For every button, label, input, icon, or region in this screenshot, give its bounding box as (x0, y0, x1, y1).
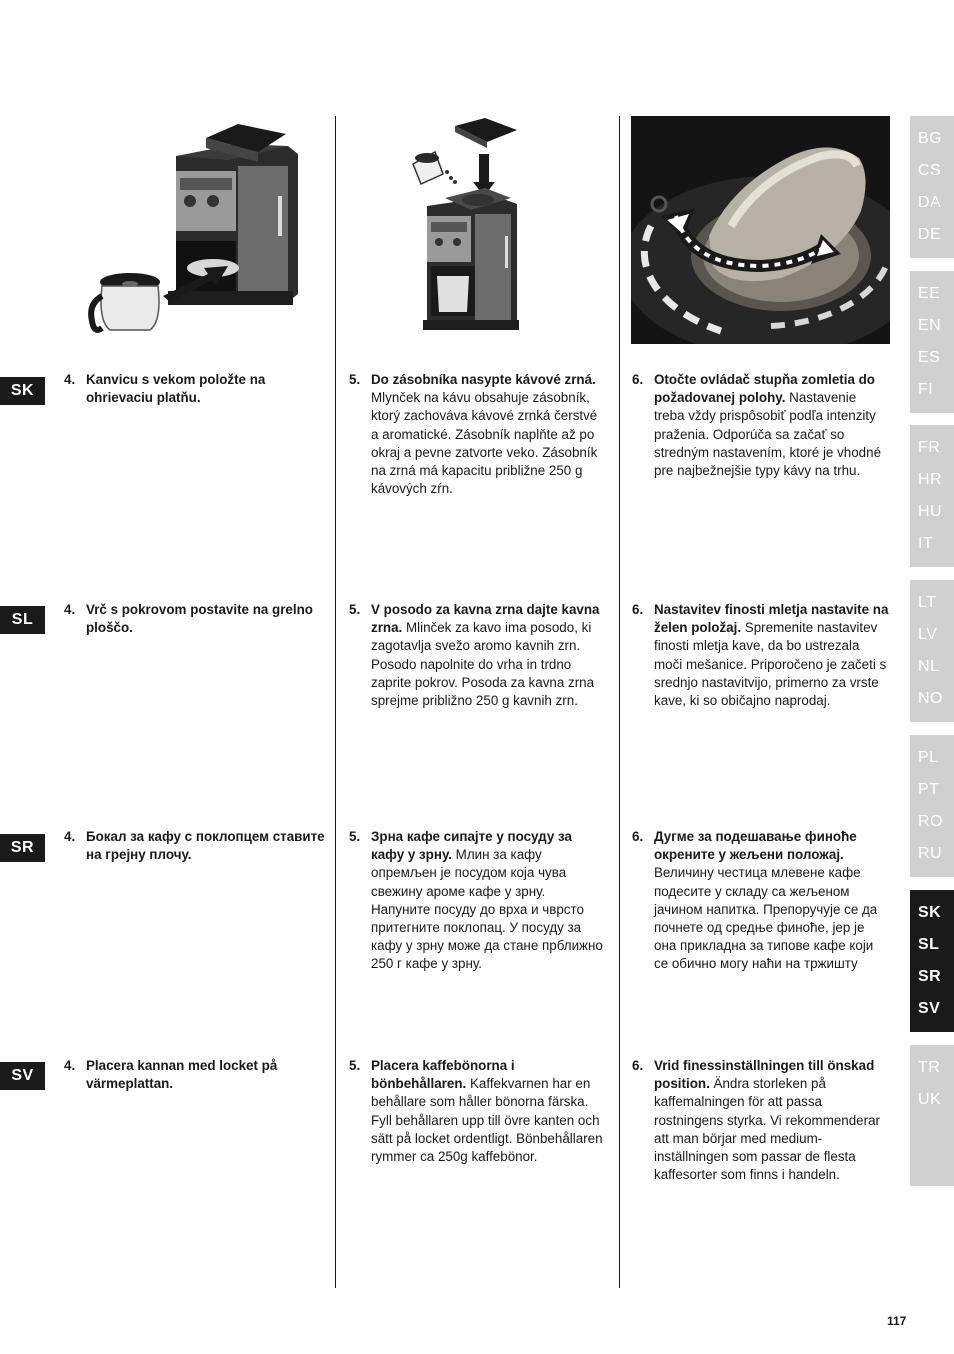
lang-code-ro[interactable]: RO (918, 813, 943, 830)
step-number: 5. (349, 829, 361, 844)
step-text: Млин за кафу опремљен је посудом која чува свежину ароме кафе у зрну. Напуните посуду до врха и чврсто притегните поклопац. У посуду за кафу у зрну може да стане прближно 250 г кафе у зрну. (371, 847, 603, 972)
lang-code-pt[interactable]: PT (918, 781, 940, 798)
lang-code-no[interactable]: NO (918, 690, 943, 707)
lang-code-cs[interactable]: CS (918, 162, 942, 179)
step-lead: Бокал за кафу с поклопцем ставите на грејну плочу. (86, 829, 325, 863)
step-lead: Placera kaffebönorna i bönbehållaren. (371, 1058, 515, 1092)
lang-code-ru[interactable]: RU (918, 845, 943, 862)
step-lead: Placera kannan med locket på värmeplattan. (86, 1058, 278, 1092)
step-number: 6. (632, 1058, 644, 1073)
lang-group-2 (910, 271, 954, 413)
step-text: Spremenite nastavitev finosti mletja kave, da bo ustrezala moči mešanice. Priporočeno je začeti s srednjo nastavitvijo, primerno za vrste kave, ki so običajno naprodaj. (654, 620, 887, 709)
lang-code-lv[interactable]: LV (918, 626, 938, 643)
lang-tab-sv: SV (0, 1062, 45, 1090)
step-number: 6. (632, 602, 644, 617)
step-number: 4. (64, 602, 76, 617)
step-text: Mlynček na kávu obsahuje zásobník, ktorý zachováva kávové zrnká čerstvé a aromatické. Zásobník naplňte až po okraj a pevne zatvorte veko. Zásobník na zrná má kapacitu približne 250 g kávových zŕn. (371, 390, 598, 497)
lang-group-7 (910, 1045, 954, 1186)
lang-code-tr[interactable]: TR (918, 1059, 941, 1076)
step-number: 4. (64, 829, 76, 844)
step-text: Nastavenie treba vždy prispôsobiť podľa intenzity praženia. Odporúča sa začať so stredným nastavením, ktoré je vhodné pre najbežnejšie typy kávy na trhu. (654, 390, 882, 479)
lang-code-bg[interactable]: BG (918, 130, 943, 147)
step-number: 4. (64, 1058, 76, 1073)
coffee-maker-carafe-illustration (88, 116, 303, 344)
step-number: 5. (349, 1058, 361, 1073)
lang-group-5 (910, 735, 954, 877)
lang-code-sr[interactable]: SR (918, 968, 942, 985)
step-number: 6. (632, 829, 644, 844)
column-divider-2 (619, 116, 620, 1288)
step-lead: Nastavitev finosti mletja nastavite na želen položaj. (654, 602, 889, 636)
step-lead: Kanvicu s vekom položte na ohrievaciu platňu. (86, 372, 266, 406)
lang-code-en[interactable]: EN (918, 317, 942, 334)
lang-code-es[interactable]: ES (918, 349, 941, 366)
lang-code-sk[interactable]: SK (918, 904, 942, 921)
lang-code-it[interactable]: IT (918, 535, 934, 552)
lang-code-da[interactable]: DA (918, 194, 942, 211)
lang-code-nl[interactable]: NL (918, 658, 940, 675)
lang-code-pl[interactable]: PL (918, 749, 939, 766)
lang-code-de[interactable]: DE (918, 226, 942, 243)
lang-code-fr[interactable]: FR (918, 439, 941, 456)
lang-code-ee[interactable]: EE (918, 285, 941, 302)
lang-code-sl[interactable]: SL (918, 936, 940, 953)
lang-group-4 (910, 580, 954, 722)
step-number: 6. (632, 372, 644, 387)
bean-container-filling-illustration (405, 116, 535, 344)
lang-tab-sk: SK (0, 377, 45, 405)
lang-code-hr[interactable]: HR (918, 471, 943, 488)
lang-group-1 (910, 116, 954, 258)
grind-setting-dial-photo (631, 116, 890, 344)
lang-code-fi[interactable]: FI (918, 381, 934, 398)
step-lead: Зрна кафе сипајте у посуду за кафу у зрну. (371, 829, 572, 863)
lang-code-lt[interactable]: LT (918, 594, 937, 611)
step-lead: Vrid finessinställningen till önskad position. (654, 1058, 875, 1092)
step-number: 5. (349, 372, 361, 387)
step-lead: Otočte ovládač stupňa zomletia do požadovanej polohy. (654, 372, 875, 406)
step-text: Kaffekvarnen har en behållare som håller bönorna färska. Fyll behållaren upp till övre kanten och sätt på locket ordentligt. Bönbehållaren rymmer ca 250g kaffebönor. (371, 1076, 603, 1165)
step-lead: Vrč s pokrovom postavite na grelno ploščo. (86, 602, 313, 636)
page-number: 117 (887, 1314, 907, 1328)
step-lead: V posodo za kavna zrna dajte kavna zrna. (371, 602, 600, 636)
step-text: Ändra storleken på kaffemalningen för att passa rostningens styrka. Vi rekommenderar att man börjar med medium-inställningen som passar de flesta kaffesorter som finns i handeln. (654, 1076, 880, 1183)
lang-code-uk[interactable]: UK (918, 1091, 942, 1108)
step-number: 4. (64, 372, 76, 387)
column-divider-1 (335, 116, 336, 1288)
step-text: Mlinček za kavo ima posodo, ki zagotavlja svežo aromo kavnih zrn. Posodo napolnite do vrha in trdno zaprite pokrov. Posoda za kavna zrna sprejme približno 250 g kavnih zrn. (371, 620, 595, 709)
step-text: Величину честица млевене кафе подесите у складу са жељеном јачином напитка. Препоручује се да почнете од средње финоће, јер је она прикладна за типове кафе који се обично могу наћи на тржишту (654, 865, 878, 972)
lang-tab-sr: SR (0, 834, 45, 862)
lang-code-sv[interactable]: SV (918, 1000, 941, 1017)
lang-code-hu[interactable]: HU (918, 503, 943, 520)
lang-group-6-active (910, 890, 954, 1032)
step-lead: Дугме за подешавање финоће окрените у жељени положај. (654, 829, 857, 863)
step-lead: Do zásobníka nasypte kávové zrná. (371, 372, 596, 387)
lang-group-3 (910, 425, 954, 567)
lang-tab-sl: SL (0, 606, 45, 634)
step-number: 5. (349, 602, 361, 617)
